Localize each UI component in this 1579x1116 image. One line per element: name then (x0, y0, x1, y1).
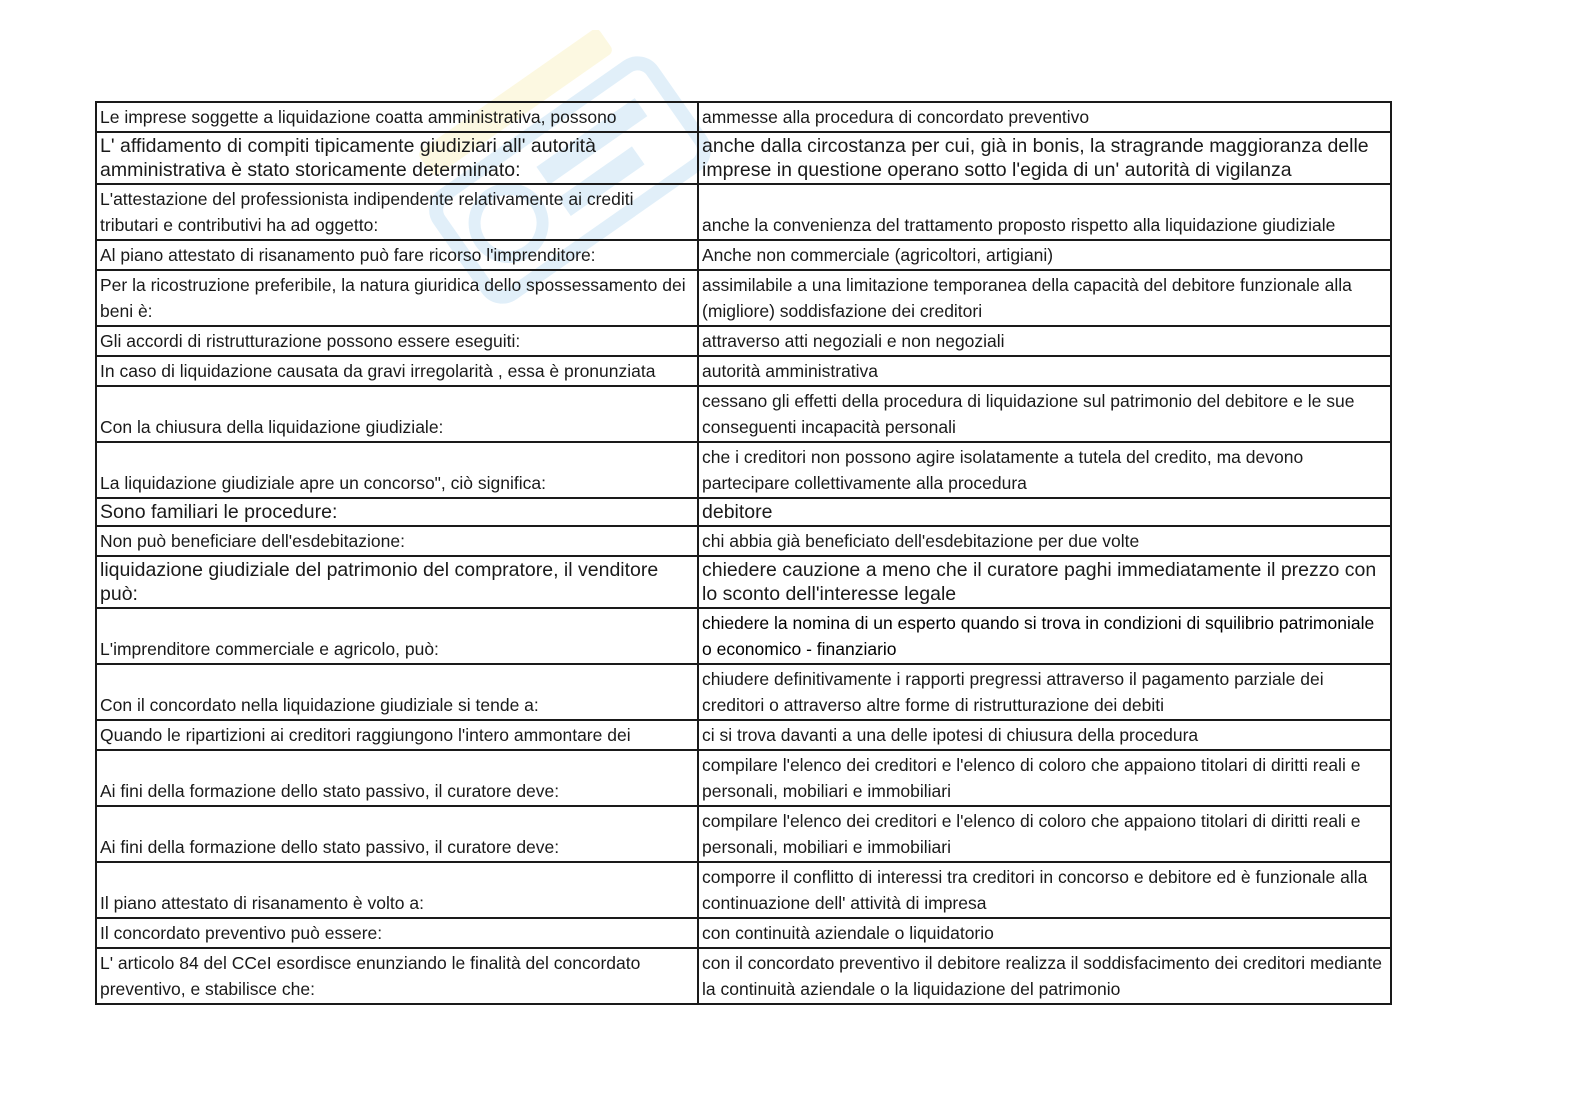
table-row (96, 386, 1391, 442)
table-row (96, 556, 1391, 608)
table-row (96, 442, 1391, 498)
question-cell: Gli accordi di ristrutturazione possono essere eseguiti: (96, 326, 698, 356)
table-row (96, 184, 1391, 240)
table-row (96, 326, 1391, 356)
table-row (96, 806, 1391, 862)
question-cell: Quando le ripartizioni ai creditori raggiungono l'intero ammontare dei (96, 720, 698, 750)
answer-cell: con continuità aziendale o liquidatorio (698, 918, 1391, 948)
question-cell: Al piano attestato di risanamento può fare ricorso l'imprenditore: (96, 240, 698, 270)
table-row (96, 498, 1391, 526)
table-row (96, 240, 1391, 270)
answer-cell: anche la convenienza del trattamento proposto rispetto alla liquidazione giudiziale (698, 184, 1391, 240)
answer-cell: chiedere la nomina di un esperto quando si trova in condizioni di squilibrio patrimoniale o economico - finanziario (698, 608, 1391, 664)
question-cell: Non può beneficiare dell'esdebitazione: (96, 526, 698, 556)
table-row (96, 720, 1391, 750)
answer-cell: Anche non commerciale (agricoltori, artigiani) (698, 240, 1391, 270)
answer-cell: che i creditori non possono agire isolatamente a tutela del credito, ma devono partecipare collettivamente alla procedura (698, 442, 1391, 498)
question-cell: Ai fini della formazione dello stato passivo, il curatore deve: (96, 806, 698, 862)
question-cell: L'imprenditore commerciale e agricolo, può: (96, 608, 698, 664)
answer-cell: chiedere cauzione a meno che il curatore paghi immediatamente il prezzo con lo sconto dell'interesse legale (698, 556, 1391, 608)
question-cell: L' affidamento di compiti tipicamente giudiziari all' autorità amministrativa è stato storicamente determinato: (96, 132, 698, 184)
question-cell: Per la ricostruzione preferibile, la natura giuridica dello spossessamento dei beni è: (96, 270, 698, 326)
question-cell: liquidazione giudiziale del patrimonio del compratore, il venditore può: (96, 556, 698, 608)
table-row (96, 356, 1391, 386)
answer-cell: debitore (698, 498, 1391, 526)
question-cell: Con il concordato nella liquidazione giudiziale si tende a: (96, 664, 698, 720)
table-row (96, 862, 1391, 918)
table-row (96, 948, 1391, 1004)
table-row (96, 132, 1391, 184)
question-cell: L'attestazione del professionista indipendente relativamente ai crediti tributari e contributivi ha ad oggetto: (96, 184, 698, 240)
table-row (96, 526, 1391, 556)
answer-cell: cessano gli effetti della procedura di liquidazione sul patrimonio del debitore e le sue conseguenti incapacità personali (698, 386, 1391, 442)
question-cell: Con la chiusura della liquidazione giudiziale: (96, 386, 698, 442)
question-cell: In caso di liquidazione causata da gravi irregolarità , essa è pronunziata (96, 356, 698, 386)
answer-cell: ci si trova davanti a una delle ipotesi di chiusura della procedura (698, 720, 1391, 750)
answer-cell: chiudere definitivamente i rapporti pregressi attraverso il pagamento parziale dei creditori o attraverso altre forme di ristrutturazione dei debiti (698, 664, 1391, 720)
question-cell: Le imprese soggette a liquidazione coatta amministrativa, possono (96, 102, 698, 132)
table-row (96, 102, 1391, 132)
answer-cell: assimilabile a una limitazione temporanea della capacità del debitore funzionale alla (migliore) soddisfazione dei creditori (698, 270, 1391, 326)
answer-cell: compilare l'elenco dei creditori e l'elenco di coloro che appaiono titolari di diritti reali e personali, mobiliari e immobiliari (698, 750, 1391, 806)
question-answer-table (95, 101, 1392, 1005)
answer-cell: attraverso atti negoziali e non negoziali (698, 326, 1391, 356)
question-cell: L' articolo 84 del CCeI esordisce enunziando le finalità del concordato preventivo, e stabilisce che: (96, 948, 698, 1004)
table-row (96, 270, 1391, 326)
question-cell: Sono familiari le procedure: (96, 498, 698, 526)
answer-cell: con il concordato preventivo il debitore realizza il soddisfacimento dei creditori mediante la continuità aziendale o la liquidazione del patrimonio (698, 948, 1391, 1004)
answer-cell: compilare l'elenco dei creditori e l'elenco di coloro che appaiono titolari di diritti reali e personali, mobiliari e immobiliari (698, 806, 1391, 862)
table-row (96, 918, 1391, 948)
answer-cell: autorità amministrativa (698, 356, 1391, 386)
table-row (96, 750, 1391, 806)
question-cell: Il concordato preventivo può essere: (96, 918, 698, 948)
question-cell: La liquidazione giudiziale apre un concorso", ciò significa: (96, 442, 698, 498)
answer-cell: comporre il conflitto di interessi tra creditori in concorso e debitore ed è funzionale alla continuazione dell' attività di impresa (698, 862, 1391, 918)
table-row (96, 608, 1391, 664)
answer-cell: anche dalla circostanza per cui, già in bonis, la stragrande maggioranza delle imprese in questione operano sotto l'egida di un' autorità di vigilanza (698, 132, 1391, 184)
answer-cell: ammesse alla procedura di concordato preventivo (698, 102, 1391, 132)
question-cell: Ai fini della formazione dello stato passivo, il curatore deve: (96, 750, 698, 806)
answer-cell: chi abbia già beneficiato dell'esdebitazione per due volte (698, 526, 1391, 556)
table-row (96, 664, 1391, 720)
question-cell: Il piano attestato di risanamento è volto a: (96, 862, 698, 918)
